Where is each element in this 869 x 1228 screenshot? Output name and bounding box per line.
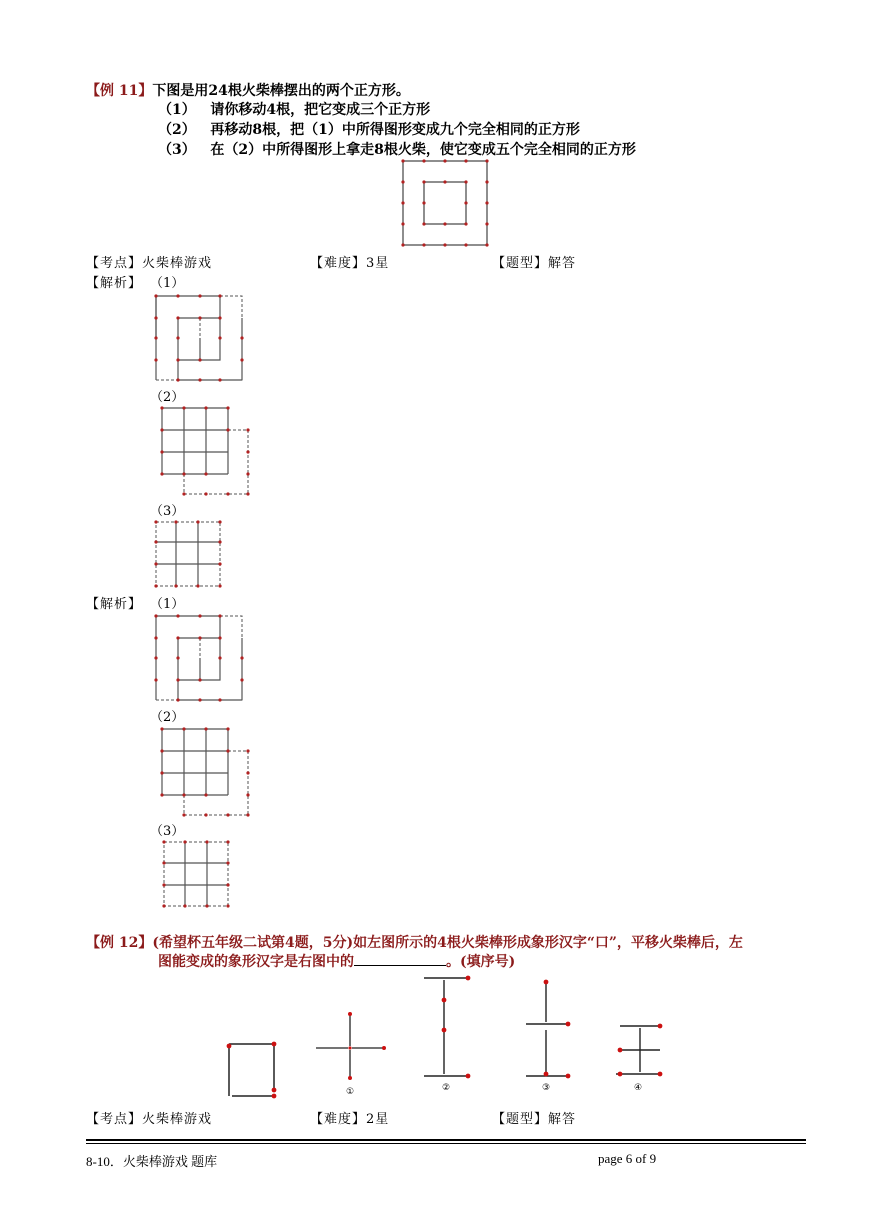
ex11-item-3-text: 在（2）中所得图形上拿走8根火柴，使它变成五个完全相同的正方形: [210, 142, 636, 158]
option-1-label: ①: [345, 1087, 355, 1097]
option-1-figure: [314, 1010, 390, 1100]
ex11-item-1-text: 请你移动4根，把它变成三个正方形: [210, 102, 431, 118]
solution-1-three-squares: [154, 294, 246, 382]
analysis1-step-2: （2）: [150, 390, 185, 405]
analysis-label-1: 【解析】: [86, 276, 143, 291]
option-4-figure: [612, 1018, 664, 1094]
option-3-label: ③: [541, 1083, 551, 1093]
ex12-kaodian: 【考点】火柴棒游戏: [86, 1112, 213, 1127]
solution-2-nine-squares: [160, 727, 252, 819]
ex11-item-1-num: （1）: [158, 102, 196, 118]
example-12-label: 【例 12】: [86, 935, 153, 951]
example-11-label: 【例 11】: [86, 83, 153, 99]
footer-rule-thin: [86, 1143, 806, 1144]
example-11-question: 下图是用24根火柴棒摆出的两个正方形。: [152, 83, 410, 99]
ex11-kaodian: 【考点】火柴棒游戏: [86, 256, 213, 271]
option-3-figure: [522, 974, 574, 1094]
ex11-item-1: [158, 99, 430, 119]
analysis2-step-1: （1）: [150, 597, 185, 612]
example-12-q2a: 图能变成的象形汉字是右图中的: [158, 954, 354, 970]
ex11-item-2-num: （2）: [158, 122, 196, 138]
ex12-tixing: 【题型】解答: [492, 1112, 577, 1127]
footer-left: 8-10．火柴棒游戏 题库: [86, 1154, 218, 1169]
ex11-item-3-num: （3）: [158, 142, 196, 158]
footer-rule-thick: [86, 1139, 806, 1141]
ex11-tixing: 【题型】解答: [492, 256, 577, 271]
analysis2-step-2: （2）: [150, 710, 185, 725]
answer-blank[interactable]: [354, 953, 446, 966]
analysis1-step-1: （1）: [150, 276, 185, 291]
option-2-label: ②: [441, 1083, 451, 1093]
solution-2-five-squares: [162, 840, 232, 910]
ex11-item-3: [158, 139, 636, 159]
ex12-nandu: 【难度】2星: [310, 1112, 390, 1127]
two-squares-figure: [400, 158, 490, 248]
analysis-label-2: 【解析】: [86, 597, 143, 612]
analysis2-step-3: （3）: [150, 824, 185, 839]
kou-shape-figure: [222, 1040, 280, 1100]
ex11-nandu: 【难度】3星: [310, 256, 390, 271]
ex11-item-2: [158, 119, 580, 139]
ex11-item-2-text: 再移动8根，把（1）中所得图形变成九个完全相同的正方形: [210, 122, 580, 138]
solution-1-nine-squares: [160, 406, 252, 498]
solution-1-five-squares: [154, 520, 224, 588]
solution-2-three-squares: [154, 614, 246, 702]
example-12-question-line2: [158, 951, 515, 971]
analysis1-step-3: （3）: [150, 504, 185, 519]
example-12-q2b: 。(填序号): [446, 954, 516, 970]
option-4-label: ④: [633, 1083, 643, 1093]
example-12-question-line1: (希望杯五年级二试第4题，5分)如左图所示的4根火柴棒形成象形汉字“口”，平移火柴棒后，左: [152, 935, 743, 951]
footer-page-number: page 6 of 9: [598, 1151, 657, 1166]
option-2-figure: [420, 974, 472, 1094]
